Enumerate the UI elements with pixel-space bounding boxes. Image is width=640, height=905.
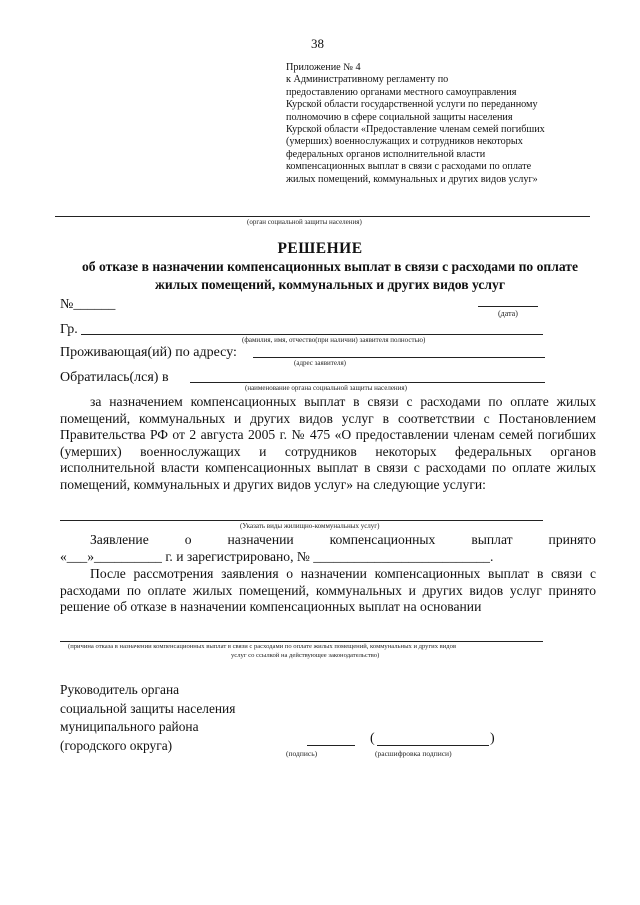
reason-fill-line	[60, 641, 543, 642]
application-word: назначении	[227, 532, 294, 547]
document-title: РЕШЕНИЕ	[277, 240, 363, 257]
reason-caption-continued: услуг со ссылкой на действующее законодательство)	[231, 652, 380, 659]
signatory-line: социальной защиты населения	[60, 700, 236, 716]
signatory-line: (городского округа)	[60, 737, 173, 753]
organ-caption: (орган социальной защиты населения)	[247, 218, 362, 226]
application-word: Заявление	[90, 532, 149, 547]
services-caption: (Указать виды жилищно-коммунальных услуг)	[240, 522, 380, 530]
applied-caption: (наименование органа социальной защиты населения)	[245, 384, 407, 392]
number-field: №______	[60, 297, 116, 312]
date-caption: (дата)	[498, 309, 518, 318]
services-fill-line	[60, 520, 543, 521]
appendix-line: (умерших) военнослужащих и сотрудников некоторых	[286, 136, 523, 148]
signature-caption: (подпись)	[286, 749, 318, 758]
application-word: принято	[548, 532, 596, 547]
appendix-line: компенсационных выплат в связи с расходами по оплате	[286, 161, 532, 173]
signatory-line: Руководитель органа	[60, 682, 180, 697]
registered-line: «___»__________ г. и зарегистрировано, № __________________________.	[60, 549, 494, 564]
appendix-line: жилых помещений, коммунальных и других видов услуг»	[286, 173, 538, 185]
decode-close-paren: )	[490, 731, 495, 746]
application-word: компенсационных	[329, 532, 436, 547]
address-label: Проживающая(ий) по адресу:	[60, 345, 237, 360]
citizen-label: Гр.	[60, 322, 78, 337]
document-subtitle: об отказе в назначении компенсационных выплат в связи с расходами по оплате жилых помещений, коммунальных и других видов услуг	[81, 259, 579, 292]
address-fill-line	[253, 357, 545, 358]
signature-fill-line	[307, 745, 355, 746]
decode-open-paren: (	[370, 731, 375, 746]
decode-caption: (расшифровка подписи)	[375, 749, 452, 758]
application-line	[90, 532, 596, 548]
application-word: о	[184, 532, 192, 547]
appendix-line: предоставлению органами местного самоуправления	[286, 86, 517, 98]
applied-label: Обратилась(лся) в	[60, 370, 169, 385]
page-number: 38	[311, 36, 324, 51]
appendix-line: Приложение № 4	[286, 62, 361, 73]
citizen-caption: (фамилия, имя, отчество(при наличии) заявителя полностью)	[242, 336, 426, 344]
decision-paragraph: После рассмотрения заявления о назначении компенсационных выплат в связи с расходами по оплате жилых помещений, коммунальных и других видов услуг принято решение об отказе в назначении компенсационных выплат на основании	[60, 566, 596, 615]
appendix-line: полномочию в сфере социальной защиты населения	[286, 111, 513, 123]
address-caption: (адрес заявителя)	[294, 359, 346, 367]
decode-fill-line	[377, 745, 489, 746]
main-paragraph: за назначением компенсационных выплат в связи с расходами по оплате жилых помещений, коммунальных и других видов услуг в соответствии с Постановлением Правительства РФ от 2 августа 2005 г. № 475 «О предоставлении членам семей погибших (умерших) военнослужащих и сотрудников некоторых федеральных органов исполнительной власти компенсационных выплат в связи с расходами по оплате жилых помещений, коммунальных и других видов услуг» на следующие услуги:	[60, 394, 596, 492]
appendix-line: федеральных органов исполнительной власти	[286, 148, 486, 160]
appendix-line: Курской области «Предоставление членам семей погибших	[286, 124, 545, 136]
appendix-header	[286, 62, 545, 186]
date-fill-line	[478, 306, 538, 307]
appendix-line: к Административному регламенту по	[286, 74, 449, 86]
citizen-fill-line	[81, 334, 543, 335]
application-word: выплат	[471, 532, 513, 547]
appendix-line: Курской области государственной услуги по переданному	[286, 99, 538, 111]
organ-fill-line	[55, 216, 590, 217]
applied-fill-line	[190, 382, 545, 383]
signatory-line: муниципального района	[60, 719, 199, 735]
signature-block	[60, 681, 235, 755]
reason-caption: (причина отказа в назначении компенсационных выплат в связи с расходами по оплате жилых помещений, коммунальных и других видов	[68, 643, 457, 650]
